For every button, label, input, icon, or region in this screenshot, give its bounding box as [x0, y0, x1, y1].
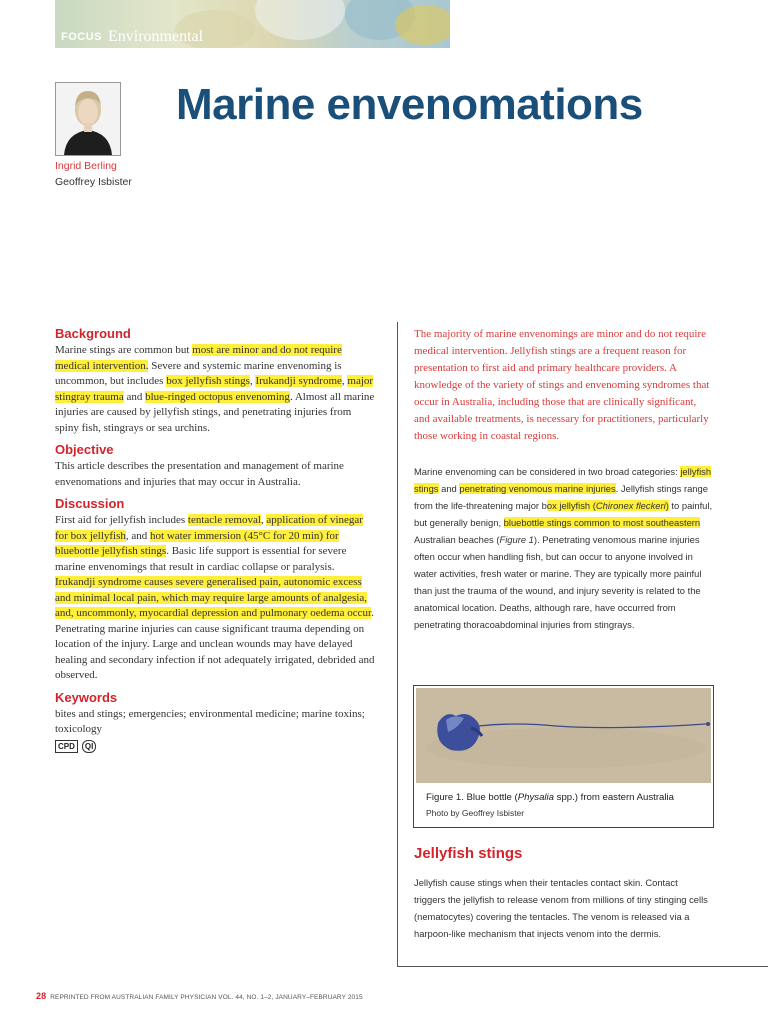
figure-1 [413, 685, 714, 828]
discussion-heading: Discussion [55, 496, 125, 511]
summary-text: The majority of marine envenomings are minor and do not require medical intervention. Jellyfish stings are a frequent reason for presentation to first aid and primary healthcare providers. A knowledge of the variety of stings and envenoming syndromes that occur in Australia, including those that are clinically significant, and available treatments, is necessary for practitioners, particularly those working in coastal regions. [414, 328, 710, 442]
keywords-heading: Keywords [55, 689, 118, 705]
discussion-text: First aid for jellyfish includes tentacle removal, application of vinegar for box jellyfish, and hot water immersion (45°C for 20 min) for bluebottle jellyfish stings. Basic life support is essential for severe marine envenomings that result in cardiac collapse or paralysis. Irukandji syndrome causes severe generalised pain, autonomic excess and minimal local pain, which may require large amounts of analgesia, and, uncommonly, myocardial depression and pulmonary oedema occur. Penetrating marine injuries can cause significant trauma depending on location of the injury. Large and unclean wounds may have delayed healing and secondary infection if not adequately irrigated, debrided and observed. [55, 514, 375, 681]
body-column [414, 326, 714, 633]
section-banner [55, 0, 450, 48]
abstract-column [55, 326, 375, 753]
author-portrait [55, 82, 121, 156]
objective-text: This article describes the presentation and management of marine envenomations and injuries that may occur in Australia. [55, 460, 344, 488]
section-label: Environmental [108, 28, 204, 45]
page-number: 28 [36, 991, 47, 1001]
author-name-1: Ingrid Berling [55, 160, 117, 172]
column-rule [397, 322, 398, 967]
figure-caption: Figure 1. Blue bottle (Physalia spp.) from eastern Australia [426, 792, 674, 803]
article-title: Marine envenomations [176, 80, 643, 129]
cpd-badges [55, 740, 375, 753]
background-heading: Background [55, 326, 131, 341]
qi-badge: QI [82, 740, 96, 753]
intro-paragraph: Marine envenoming can be considered in two broad categories: jellyfish stings and penetrating venomous marine injuries. Jellyfish stings range from the life-threatening major box jellyfish (Chironex fleckeri) to painful, but generally benign, bluebottle stings common to most southeastern Australian beaches (Figure 1). Penetrating venomous marine injuries often occur when handling fish, but can occur to anyone involved in water activities, fresh water or marine. They are typically more painful than just the trauma of the wound, and injury severity is related to the anatomical location. Deaths, although rare, have occurred from penetrating thoracoabdominal injuries from stingrays. [414, 466, 713, 630]
banner-label [55, 26, 211, 48]
bluebottle-photo [416, 688, 711, 783]
figure-credit: Photo by Geoffrey Isbister [426, 808, 525, 818]
author-name-2: Geoffrey Isbister [55, 176, 132, 188]
jellyfish-paragraph: Jellyfish cause stings when their tentacles contact skin. Contact triggers the jellyfish to release venom from millions of tiny stinging cells (nematocytes) covering the tentacles. The venom is released via a harpoon-like mechanism that injects venom into the dermis. [414, 877, 708, 939]
cpd-badge: CPD [55, 740, 78, 753]
bottom-rule [397, 966, 768, 967]
objective-heading: Objective [55, 442, 114, 457]
footer-text: REPRINTED FROM AUSTRALIAN FAMILY PHYSICIAN VOL. 44, NO. 1–2, JANUARY–FEBRUARY 2015 [50, 994, 363, 1001]
jellyfish-heading: Jellyfish stings [414, 845, 523, 862]
page-footer [36, 991, 363, 1001]
keywords-text: bites and stings; emergencies; environmental medicine; marine toxins; toxicology [55, 707, 365, 735]
background-text: Marine stings are common but most are minor and do not require medical intervention. Severe and systemic marine envenoming is uncommon, but includes box jellyfish stings, Irukandji syndrome, major stingray trauma and blue-ringed octopus envenoming. Almost all marine injuries are caused by jellyfish stings, and penetrating injuries from spiny fish, stingrays or sea urchins. [55, 344, 375, 434]
focus-label: FOCUS [61, 31, 102, 43]
